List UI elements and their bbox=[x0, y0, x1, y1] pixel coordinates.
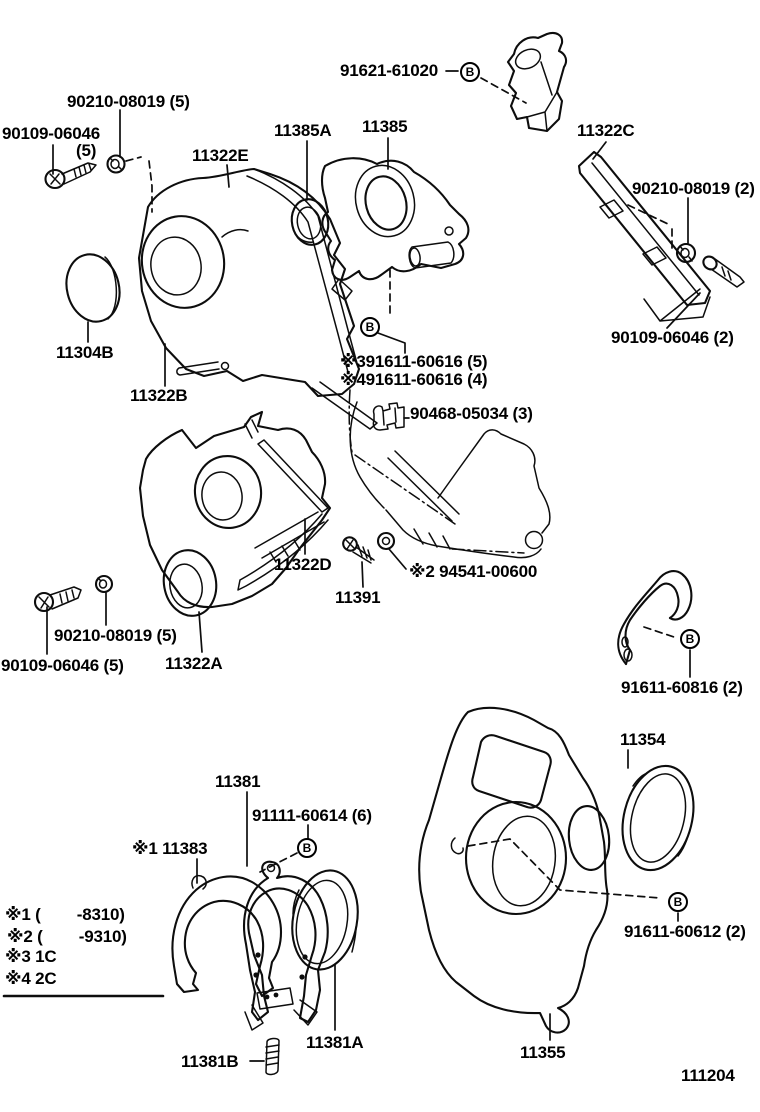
note-2: ※2 ( -9310) bbox=[7, 927, 127, 946]
label-11322D: 11322D bbox=[274, 555, 332, 574]
clip-90468-icon bbox=[373, 403, 404, 430]
label-11355: 11355 bbox=[520, 1043, 566, 1062]
part-11354-o-ring bbox=[612, 758, 704, 877]
label-90109-06046-bl: 90109-06046 (5) bbox=[1, 656, 124, 675]
label-90210-08019-bl: 90210-08019 (5) bbox=[54, 626, 177, 645]
b-marker-91111: B bbox=[297, 838, 317, 858]
label-11385A: 11385A bbox=[274, 121, 332, 140]
note-4: ※4 2C bbox=[5, 969, 57, 988]
label-391611-60616: ※391611-60616 (5) bbox=[340, 352, 488, 371]
label-11383: ※1 11383 bbox=[132, 839, 208, 858]
label-90210-08019-right: 90210-08019 (2) bbox=[632, 179, 755, 198]
diagram-code: 111204 bbox=[681, 1066, 735, 1085]
washer-90210-top-left-icon bbox=[108, 156, 125, 173]
label-11354: 11354 bbox=[620, 730, 666, 749]
label-11385: 11385 bbox=[362, 117, 408, 136]
label-11322B: 11322B bbox=[130, 386, 188, 405]
screw-11391-icon bbox=[341, 535, 374, 563]
label-11304B: 11304B bbox=[56, 343, 114, 362]
note-3: ※3 1C bbox=[5, 947, 57, 966]
part-top-bracket bbox=[508, 33, 566, 131]
label-91611-60612: 91611-60612 (2) bbox=[624, 922, 746, 941]
label-91611-60816: 91611-60816 (2) bbox=[621, 678, 743, 697]
b-marker-391611: B bbox=[360, 317, 380, 337]
part-11322D-gasket-strip bbox=[238, 514, 328, 590]
label-11391: 11391 bbox=[335, 588, 381, 607]
grommet-94541-icon bbox=[378, 533, 394, 549]
part-11385-oil-pump-body bbox=[322, 158, 468, 300]
label-11322A: 11322A bbox=[165, 654, 223, 673]
part-11304B-plug bbox=[60, 249, 127, 328]
part-hook-bracket bbox=[618, 571, 691, 664]
label-94541-00600: ※2 94541-00600 bbox=[409, 562, 538, 581]
label-11322E: 11322E bbox=[192, 146, 249, 165]
washer-90210-bottom-left-icon bbox=[96, 576, 112, 592]
bolt-90109-right-icon bbox=[701, 254, 744, 287]
part-11322A-lower-timing-cover bbox=[140, 412, 330, 620]
part-11381-retainer-plate bbox=[244, 862, 328, 1030]
label-91621-61020: 91621-61020 bbox=[340, 61, 439, 80]
label-90109-06046-top: 90109-06046 bbox=[2, 124, 101, 143]
b-marker-91621: B bbox=[460, 62, 480, 82]
part-cover-flange-strip bbox=[258, 440, 328, 512]
label-90210-08019-top: 90210-08019 (5) bbox=[67, 92, 190, 111]
label-90468-05034: 90468-05034 (3) bbox=[410, 404, 533, 423]
part-11322C-stay bbox=[579, 152, 710, 321]
note-1: ※1 ( -8310) bbox=[5, 905, 125, 924]
label-91111-60614: 91111-60614 (6) bbox=[252, 806, 372, 825]
part-11381A-seal bbox=[285, 865, 365, 975]
part-11355-end-plate bbox=[419, 708, 612, 1033]
label-90109-top-qty: (5) bbox=[76, 141, 97, 160]
label-11381: 11381 bbox=[215, 772, 261, 791]
label-11381A: 11381A bbox=[306, 1033, 364, 1052]
label-11381B: 11381B bbox=[181, 1052, 239, 1071]
label-11322C: 11322C bbox=[577, 121, 635, 140]
label-491611-60616: ※491611-60616 (4) bbox=[340, 370, 488, 389]
stud-11381B-icon bbox=[266, 1038, 279, 1074]
bolt-90109-bottom-left-icon bbox=[35, 587, 81, 611]
b-marker-60816: B bbox=[680, 629, 700, 649]
b-marker-60612: B bbox=[668, 892, 688, 912]
label-90109-06046-right: 90109-06046 (2) bbox=[611, 328, 734, 347]
